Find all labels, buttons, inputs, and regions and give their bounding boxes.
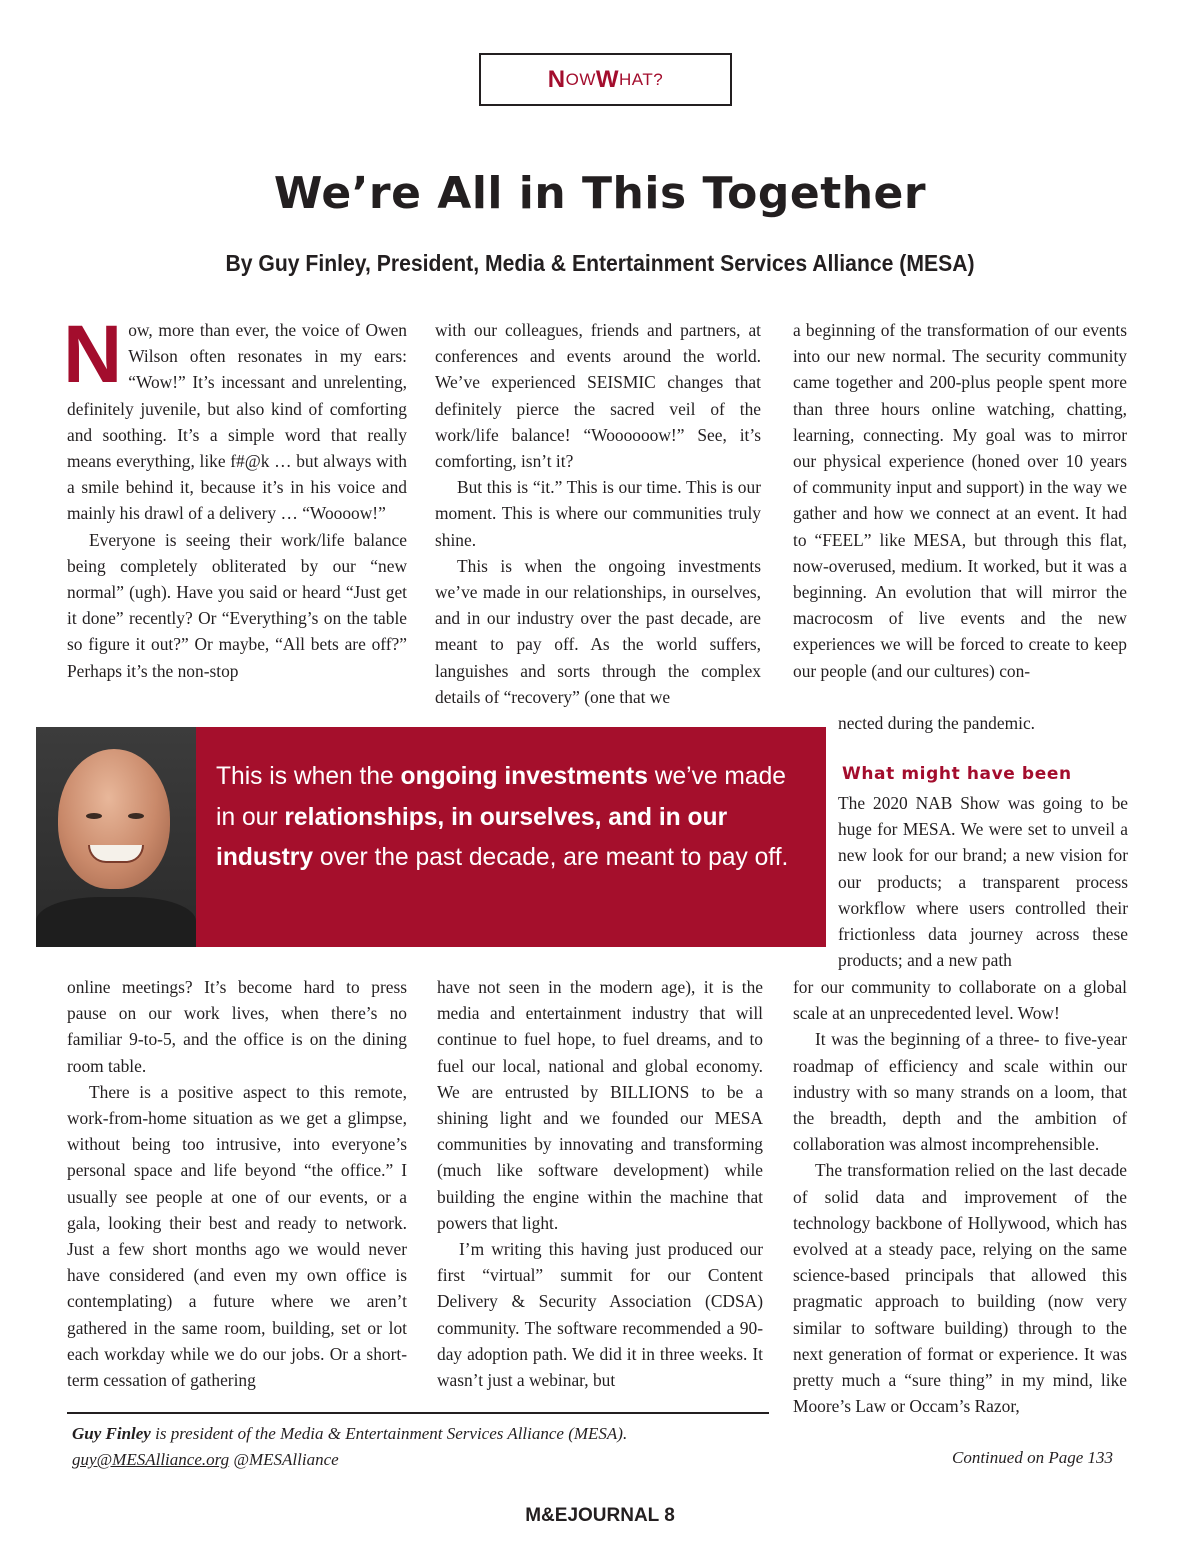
section-tag: [479, 53, 732, 106]
paragraph: Everyone is seeing their work/life balance being completely obliterated by our “new normal” (ugh). Have you said or heard “Just get it done” recently? Or “Everything’s on the table so figure it out?” Or maybe, “All bets are off?” Perhaps it’s the non-stop: [67, 529, 407, 681]
paragraph: It was the beginning of a three- to five-year roadmap of efficiency and scale within our industry with so many strands on a loom, that the breadth, depth and the ambition of collaboration was almost incomprehensible.: [793, 1029, 1127, 1155]
column-1-top: [63, 309, 407, 684]
bio-name: Guy Finley: [72, 1424, 151, 1443]
continued-note: Continued on Page 133: [952, 1448, 1114, 1467]
section-tag-initial-2: W: [595, 65, 620, 93]
pull-quote-emphasis: relationships, in ourselves, and in our industry: [216, 803, 728, 871]
column-3-wrap-line: [838, 710, 1128, 736]
author-photo-eye: [128, 813, 144, 819]
drop-cap: N: [63, 309, 123, 400]
author-bio: [72, 1421, 772, 1473]
pull-quote-text: over the past decade, are meant to pay off.: [313, 844, 789, 871]
paragraph-text: ow, more than ever, the voice of Owen Wilson often resonates in my ears: “Wow!” It’s incessant and unrelenting, definitely juvenile, but also kind of comforting and soothing. It’s a simple word that really means everything, like f#@k … but always with a smile behind it, because it’s in his voice and mainly his drawl of a delivery … “Woooow!”: [67, 320, 407, 524]
pull-quote: [196, 727, 826, 947]
paragraph: There is a positive aspect to this remote, work-from-home situation as we get a glimpse, without being too intrusive, into everyone’s personal space and life beyond “the office.” I usually see people at one of our events, or a gala, looking their best and ready to network. Just a few short months ago we would never have considered (and even my own office is contemplating) a future where we aren’t gathered in the same room, building, set or lot each workday while we do our jobs. Or a short-term cessation of gathering: [67, 1081, 407, 1391]
author-photo-shirt: [36, 897, 196, 947]
paragraph: But this is “it.” This is our time. This is our moment. This is where our communities truly shine.: [435, 477, 761, 550]
column-1-bottom: [67, 974, 407, 1393]
paragraph: with our colleagues, friends and partners, at conferences and events around the world. We’ve experienced SEISMIC changes that definitely pierce the sacred veil of the work/life balance! “Woooooow!” See, it’s comforting, isn’t it?: [435, 320, 761, 472]
paragraph: have not seen in the modern age), it is the media and entertainment industry that will continue to fuel hope, to fuel dreams, and to fuel our local, national and global economy. We are entrusted by BILLIONS to be a shining light and we founded our MESA communities by innovating and transforming (much like software development) while building the engine within the machine that powers that light.: [437, 977, 763, 1233]
byline: By Guy Finley, President, Media & Entertainment Services Alliance (MESA): [225, 250, 975, 276]
author-photo-eye: [86, 813, 102, 819]
paragraph: [63, 309, 407, 527]
pull-quote-text: we’ve made in our: [216, 763, 786, 831]
pull-quote-emphasis: ongoing investments: [400, 763, 648, 790]
bio-handle: @MESAlliance: [229, 1450, 339, 1469]
bio-email-link[interactable]: guy@MESAlliance.org: [72, 1450, 230, 1469]
pull-quote-box: [36, 727, 826, 947]
section-tag-initial-1: N: [547, 65, 566, 93]
paragraph: online meetings? It’s become hard to press pause on our work lives, when there’s no familiar 9-to-5, and the office is on the dining room table.: [67, 977, 407, 1076]
column-3-middle: [838, 790, 1128, 973]
paragraph: The transformation relied on the last decade of solid data and improvement of the technology backbone of Hollywood, which has evolved at a steady pace, relying on the same science-based principals that allowed this pragmatic approach to building (now very similar to software building) through to the next generation of format or experience. It was pretty much a “sure thing” in my mind, like Moore’s Law or Occam’s Razor,: [793, 1160, 1127, 1417]
paragraph: I’m writing this having just produced our first “virtual” summit for our Content Delivery & Security Association (CDSA) community. The software recommended a 90-day adoption path. We did it in three weeks. It wasn’t just a webinar, but: [437, 1239, 763, 1391]
page-footer: M&EJOURNAL 8: [525, 1505, 675, 1526]
paragraph: for our community to collaborate on a global scale at an unprecedented level. Wow!: [793, 977, 1127, 1024]
paragraph: The 2020 NAB Show was going to be huge for MESA. We were set to unveil a new look for our brand; a new vision for our products; a transparent process workflow where users controlled their frictionless data journey across these products; and a new path: [838, 793, 1128, 971]
paragraph: nected during the pandemic.: [838, 713, 1036, 733]
pull-quote-text: This is when the: [216, 763, 401, 790]
column-2-bottom: [437, 974, 763, 1393]
author-photo: [36, 727, 196, 947]
article-title: We’re All in This Together: [273, 168, 927, 219]
column-3-top: [793, 317, 1127, 684]
author-photo-head: [58, 749, 170, 889]
column-2-top: [435, 317, 761, 710]
paragraph: a beginning of the transformation of our events into our new normal. The security community came together and 200-plus people spent more than three hours online watching, chatting, learning, connecting. My goal was to mirror our physical experience (honed over 10 years of community input and support) in the way we gather and how we connect at an event. It had to “FEEL” like MESA, but through this flat, now-overused, medium. It worked, but it was a beginning. An evolution that will mirror the macrocosm of live events and the new experiences we will be forced to create to keep our people (and our cultures) con-: [793, 320, 1127, 681]
section-tag-rest-1: OW: [565, 69, 596, 89]
subheading: What might have been: [842, 764, 1072, 784]
bio-divider: [67, 1412, 769, 1414]
column-3-bottom: [793, 974, 1127, 1419]
section-tag-rest-2: HAT?: [619, 69, 664, 89]
bio-text: is president of the Media & Entertainment Services Alliance (MESA).: [150, 1424, 628, 1443]
paragraph: This is when the ongoing investments we’ve made in our relationships, in ourselves, and in our industry over the past decade, are meant to pay off. As the world suffers, languishes and sorts through the complex details of “recovery” (one that we: [435, 555, 761, 707]
